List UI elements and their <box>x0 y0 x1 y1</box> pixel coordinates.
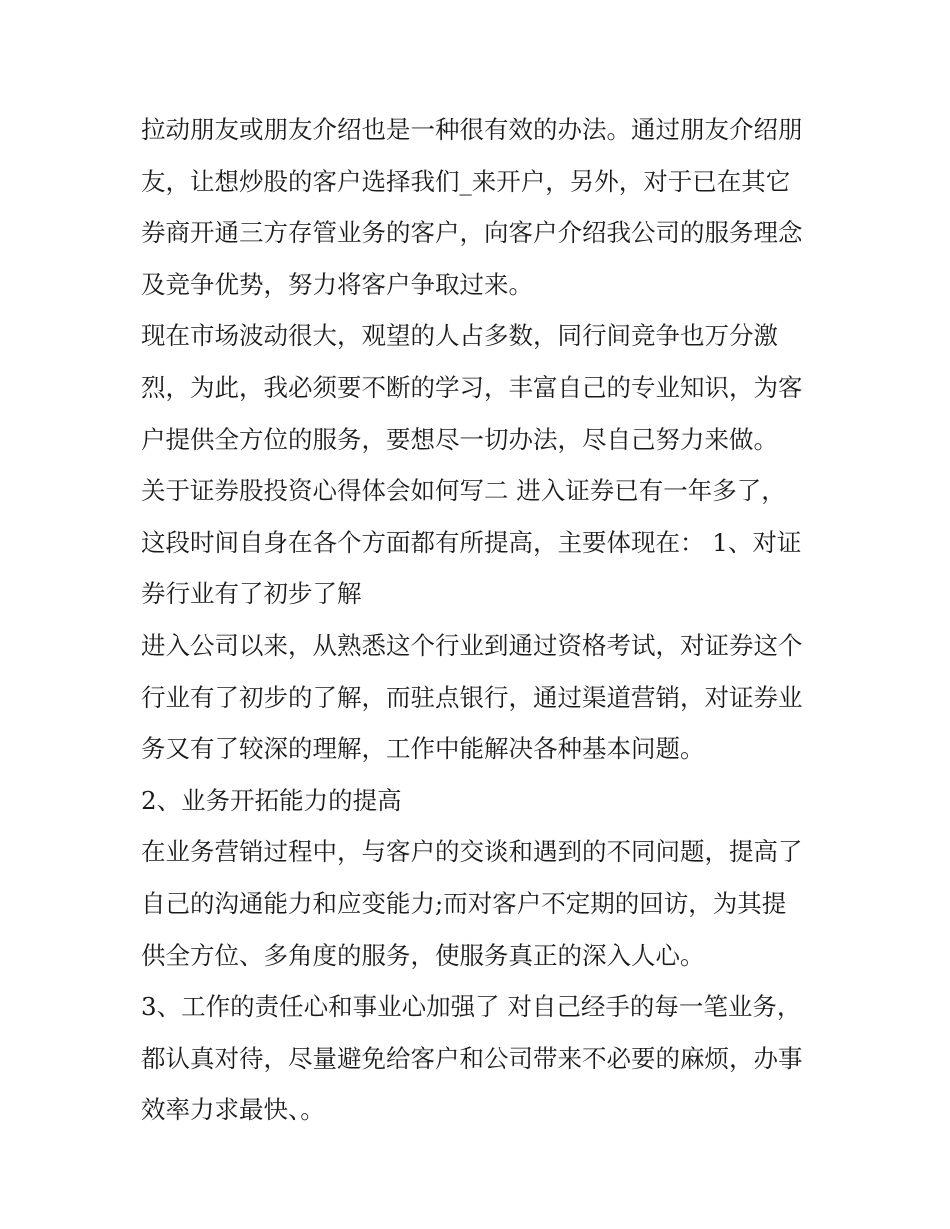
text-line-11: 进入公司以来，从熟悉这个行业到通过资格考试，对证券这个 <box>141 630 803 660</box>
text-line-14: 2、业务开拓能力的提高 <box>141 785 402 815</box>
text-line-10: 券行业有了初步了解 <box>141 579 362 609</box>
text-line-12: 行业有了初步的了解，而驻点银行，通过渠道营销，对证券业 <box>141 682 803 712</box>
text-line-16: 自己的沟通能力和应变能力;而对客户不定期的回访，为其提 <box>141 888 787 918</box>
text-line-19: 都认真对待，尽量避免给客户和公司带来不必要的麻烦，办事 <box>141 1043 803 1073</box>
text-line-17: 供全方位、多角度的服务，使服务真正的深入人心。 <box>141 940 705 970</box>
text-line-9: 这段时间自身在各个方面都有所提高，主要体现在： 1、对证 <box>141 527 802 557</box>
text-line-6: 烈，为此，我必须要不断的学习，丰富自己的专业知识，为客 <box>141 372 803 402</box>
text-line-1: 拉动朋友或朋友介绍也是一种很有效的办法。通过朋友介绍朋 <box>141 115 803 144</box>
text-line-2: 友，让想炒股的客户选择我们_来开户，另外，对于已在其它 <box>141 166 791 196</box>
text-line-8: 关于证券股投资心得体会如何写二 进入证券已有一年多了， <box>141 476 786 506</box>
document-body <box>141 104 821 1136</box>
text-line-5: 现在市场波动很大，观望的人占多数，同行间竞争也万分激 <box>141 321 778 351</box>
text-line-18: 3、工作的责任心和事业心加强了 对自己经手的每一笔业务， <box>141 992 802 1022</box>
text-line-4: 及竞争优势，努力将客户争取过来。 <box>141 269 533 299</box>
text-line-7: 户提供全方位的服务，要想尽一切办法，尽自己努力来做。 <box>141 424 778 454</box>
text-line-13: 务又有了较深的理解，工作中能解决各种基本问题。 <box>141 734 705 764</box>
text-line-20: 效率力求最快、。 <box>141 1095 325 1125</box>
text-line-3: 券商开通三方存管业务的客户，向客户介绍我公司的服务理念 <box>141 218 803 248</box>
text-line-15: 在业务营销过程中，与客户的交谈和遇到的不同问题，提高了 <box>141 837 803 867</box>
